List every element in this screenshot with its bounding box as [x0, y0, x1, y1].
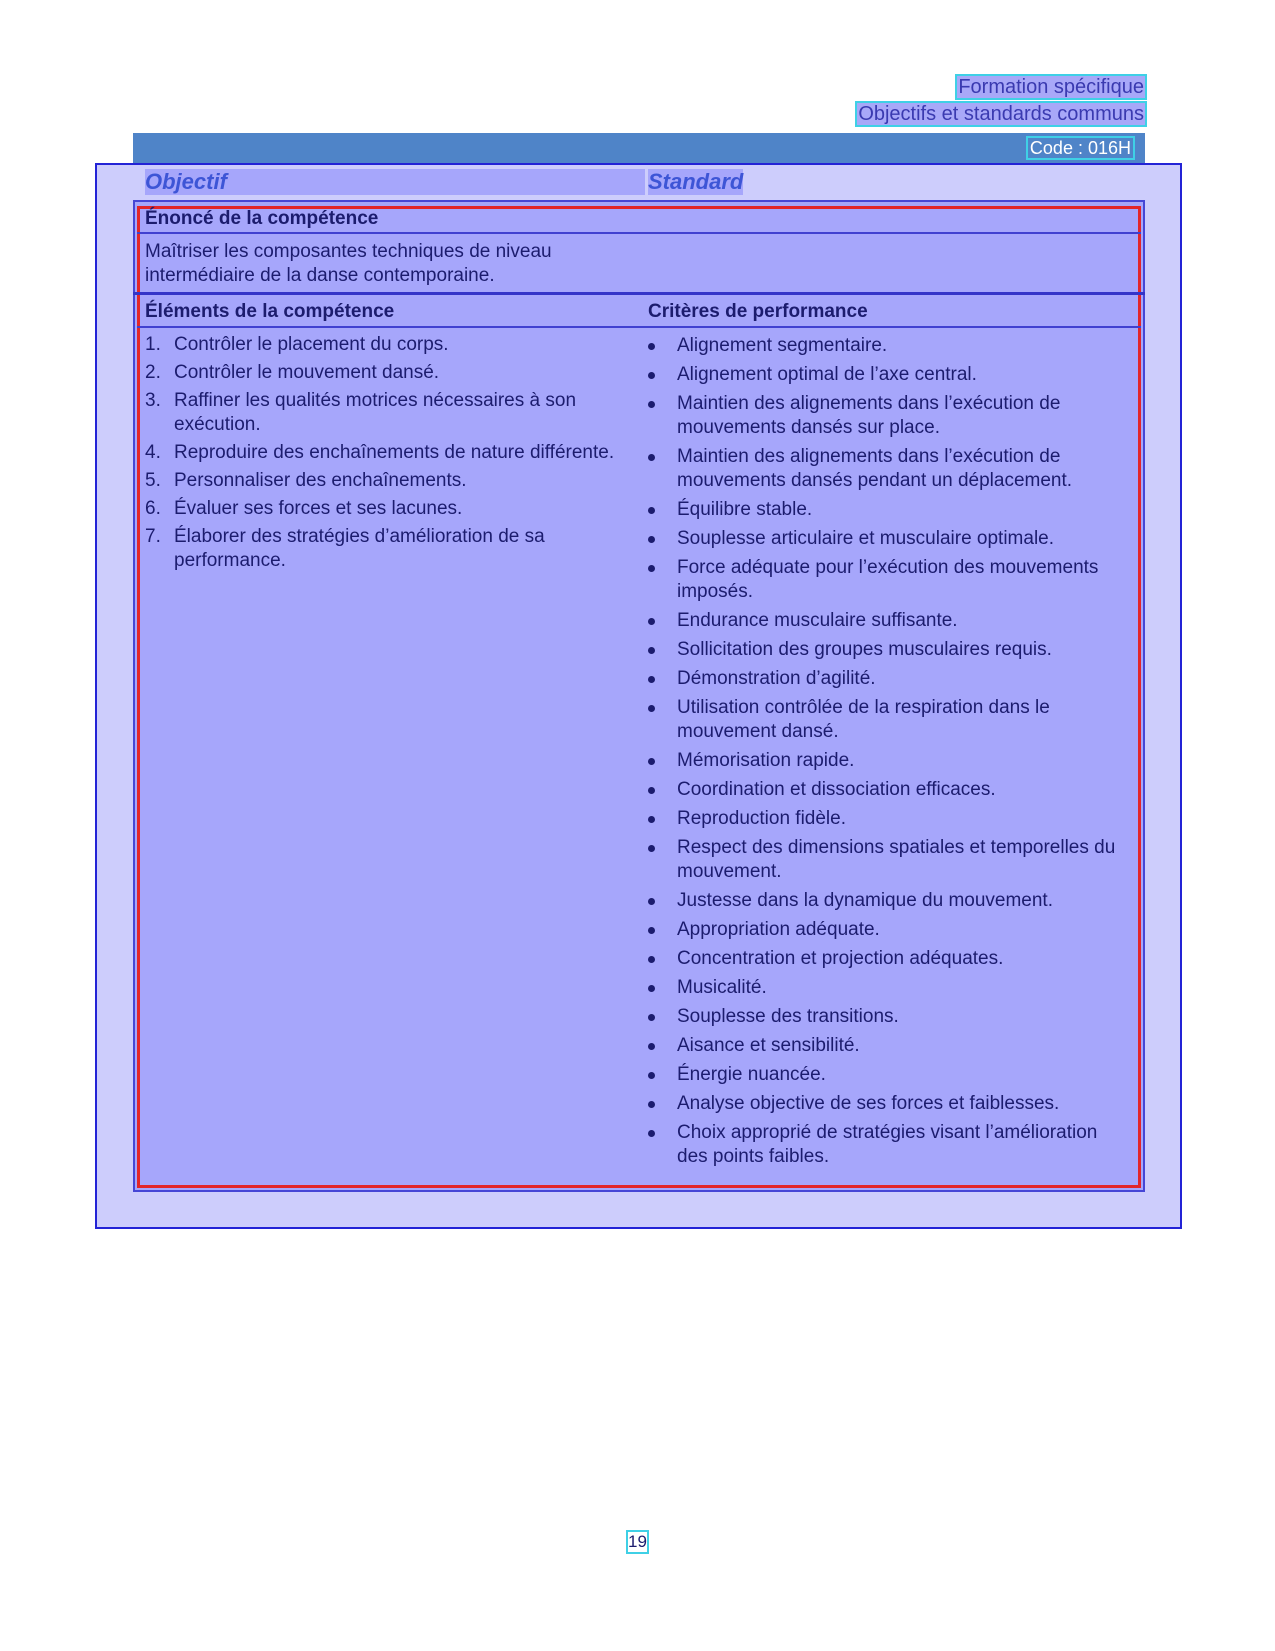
criterion-text: Justesse dans la dynamique du mouvement.	[677, 890, 1053, 911]
bullet-icon	[648, 985, 655, 992]
criterion-item	[648, 696, 1130, 744]
element-text: Reproduire des enchaînements de nature différente.	[174, 442, 615, 463]
code-bar	[133, 133, 1145, 163]
bullet-icon	[648, 536, 655, 543]
bullet-icon	[648, 705, 655, 712]
bullet-icon	[648, 507, 655, 514]
criterion-item	[648, 556, 1130, 604]
criterion-text: Analyse objective de ses forces et faiblesses.	[677, 1093, 1060, 1114]
page-number: 19	[628, 1532, 647, 1551]
criterion-item	[648, 609, 1130, 633]
criterion-item	[648, 749, 1130, 773]
elements-label: Éléments de la compétence	[145, 301, 395, 322]
element-number: 7.	[145, 526, 161, 547]
element-item	[145, 389, 635, 437]
criterion-item	[648, 1063, 1130, 1087]
criterion-text: Sollicitation des groupes musculaires requis.	[677, 639, 1052, 660]
criterion-item	[648, 1121, 1130, 1169]
criterion-text: Énergie nuancée.	[677, 1064, 826, 1085]
criterion-text: Force adéquate pour l’exécution des mouvements imposés.	[677, 557, 1099, 602]
element-text: Contrôler le mouvement dansé.	[174, 362, 440, 383]
bullet-icon	[648, 787, 655, 794]
element-text: Personnaliser des enchaînements.	[174, 470, 467, 491]
criterion-text: Reproduction fidèle.	[677, 808, 846, 829]
criterion-item	[648, 445, 1130, 493]
criterion-text: Maintien des alignements dans l’exécution de mouvements dansés sur place.	[677, 393, 1061, 438]
criterion-item	[648, 498, 1130, 522]
element-number: 1.	[145, 334, 161, 355]
bullet-icon	[648, 343, 655, 350]
element-number: 6.	[145, 498, 161, 519]
divider	[137, 232, 1141, 234]
criterion-text: Respect des dimensions spatiales et temporelles du mouvement.	[677, 837, 1116, 882]
criterion-text: Démonstration d’agilité.	[677, 668, 876, 689]
element-item	[145, 361, 635, 385]
criterion-item	[648, 638, 1130, 662]
element-item	[145, 333, 635, 357]
element-item	[145, 469, 635, 493]
statement-text: Maîtriser les composantes techniques de niveau intermédiaire de la danse contemporaine.	[145, 241, 552, 286]
bullet-icon	[648, 647, 655, 654]
header-program: Formation spécifique	[958, 76, 1144, 98]
criterion-item	[648, 392, 1130, 440]
bullet-icon	[648, 816, 655, 823]
bullet-icon	[648, 1014, 655, 1021]
criterion-item	[648, 807, 1130, 831]
bullet-icon	[648, 372, 655, 379]
criterion-item	[648, 527, 1130, 551]
bullet-icon	[648, 1043, 655, 1050]
header-subtitle: Objectifs et standards communs	[858, 103, 1144, 125]
criterion-text: Coordination et dissociation efficaces.	[677, 779, 996, 800]
criterion-item	[648, 889, 1130, 913]
element-text: Contrôler le placement du corps.	[174, 334, 449, 355]
bullet-icon	[648, 956, 655, 963]
criterion-item	[648, 667, 1130, 691]
bullet-icon	[648, 1101, 655, 1108]
criteria-label: Critères de performance	[648, 301, 868, 322]
statement-label: Énoncé de la compétence	[145, 208, 379, 229]
element-item	[145, 441, 635, 465]
bullet-icon	[648, 1072, 655, 1079]
criterion-text: Aisance et sensibilité.	[677, 1035, 860, 1056]
criterion-text: Musicalité.	[677, 977, 767, 998]
element-number: 2.	[145, 362, 161, 383]
element-number: 4.	[145, 442, 161, 463]
element-item	[145, 525, 635, 573]
criterion-text: Souplesse des transitions.	[677, 1006, 899, 1027]
criterion-item	[648, 1005, 1130, 1029]
bullet-icon	[648, 1130, 655, 1137]
criterion-text: Choix approprié de stratégies visant l’amélioration des points faibles.	[677, 1122, 1098, 1167]
bullet-icon	[648, 454, 655, 461]
bullet-icon	[648, 565, 655, 572]
competency-code: Code : 016H	[1029, 138, 1131, 158]
divider	[133, 292, 1145, 295]
bullet-icon	[648, 758, 655, 765]
divider	[137, 326, 1141, 328]
element-text: Évaluer ses forces et ses lacunes.	[174, 498, 463, 519]
bullet-icon	[648, 898, 655, 905]
criterion-text: Endurance musculaire suffisante.	[677, 610, 958, 631]
criterion-item	[648, 778, 1130, 802]
element-text: Élaborer des stratégies d’amélioration de sa performance.	[174, 526, 545, 571]
criterion-item	[648, 1092, 1130, 1116]
standard-heading: Standard	[648, 169, 744, 194]
bullet-icon	[648, 676, 655, 683]
criterion-text: Alignement optimal de l’axe central.	[677, 364, 977, 385]
objective-heading: Objectif	[145, 169, 645, 195]
criterion-item	[648, 363, 1130, 387]
criterion-text: Mémorisation rapide.	[677, 750, 855, 771]
criterion-text: Maintien des alignements dans l’exécution de mouvements dansés pendant un déplacement.	[677, 446, 1073, 491]
element-text: Raffiner les qualités motrices nécessaires à son exécution.	[174, 390, 577, 435]
element-number: 3.	[145, 390, 161, 411]
criteria-list	[648, 334, 1130, 1174]
criterion-text: Concentration et projection adéquates.	[677, 948, 1004, 969]
element-number: 5.	[145, 470, 161, 491]
element-item	[145, 497, 635, 521]
criterion-item	[648, 976, 1130, 1000]
elements-list	[145, 333, 635, 577]
criterion-item	[648, 334, 1130, 358]
criterion-item	[648, 836, 1130, 884]
bullet-icon	[648, 927, 655, 934]
criterion-text: Utilisation contrôlée de la respiration dans le mouvement dansé.	[677, 697, 1050, 742]
criterion-item	[648, 918, 1130, 942]
criterion-item	[648, 1034, 1130, 1058]
bullet-icon	[648, 618, 655, 625]
criterion-text: Souplesse articulaire et musculaire optimale.	[677, 528, 1055, 549]
criterion-text: Alignement segmentaire.	[677, 335, 888, 356]
criterion-item	[648, 947, 1130, 971]
bullet-icon	[648, 401, 655, 408]
criterion-text: Équilibre stable.	[677, 499, 813, 520]
criterion-text: Appropriation adéquate.	[677, 919, 880, 940]
bullet-icon	[648, 845, 655, 852]
